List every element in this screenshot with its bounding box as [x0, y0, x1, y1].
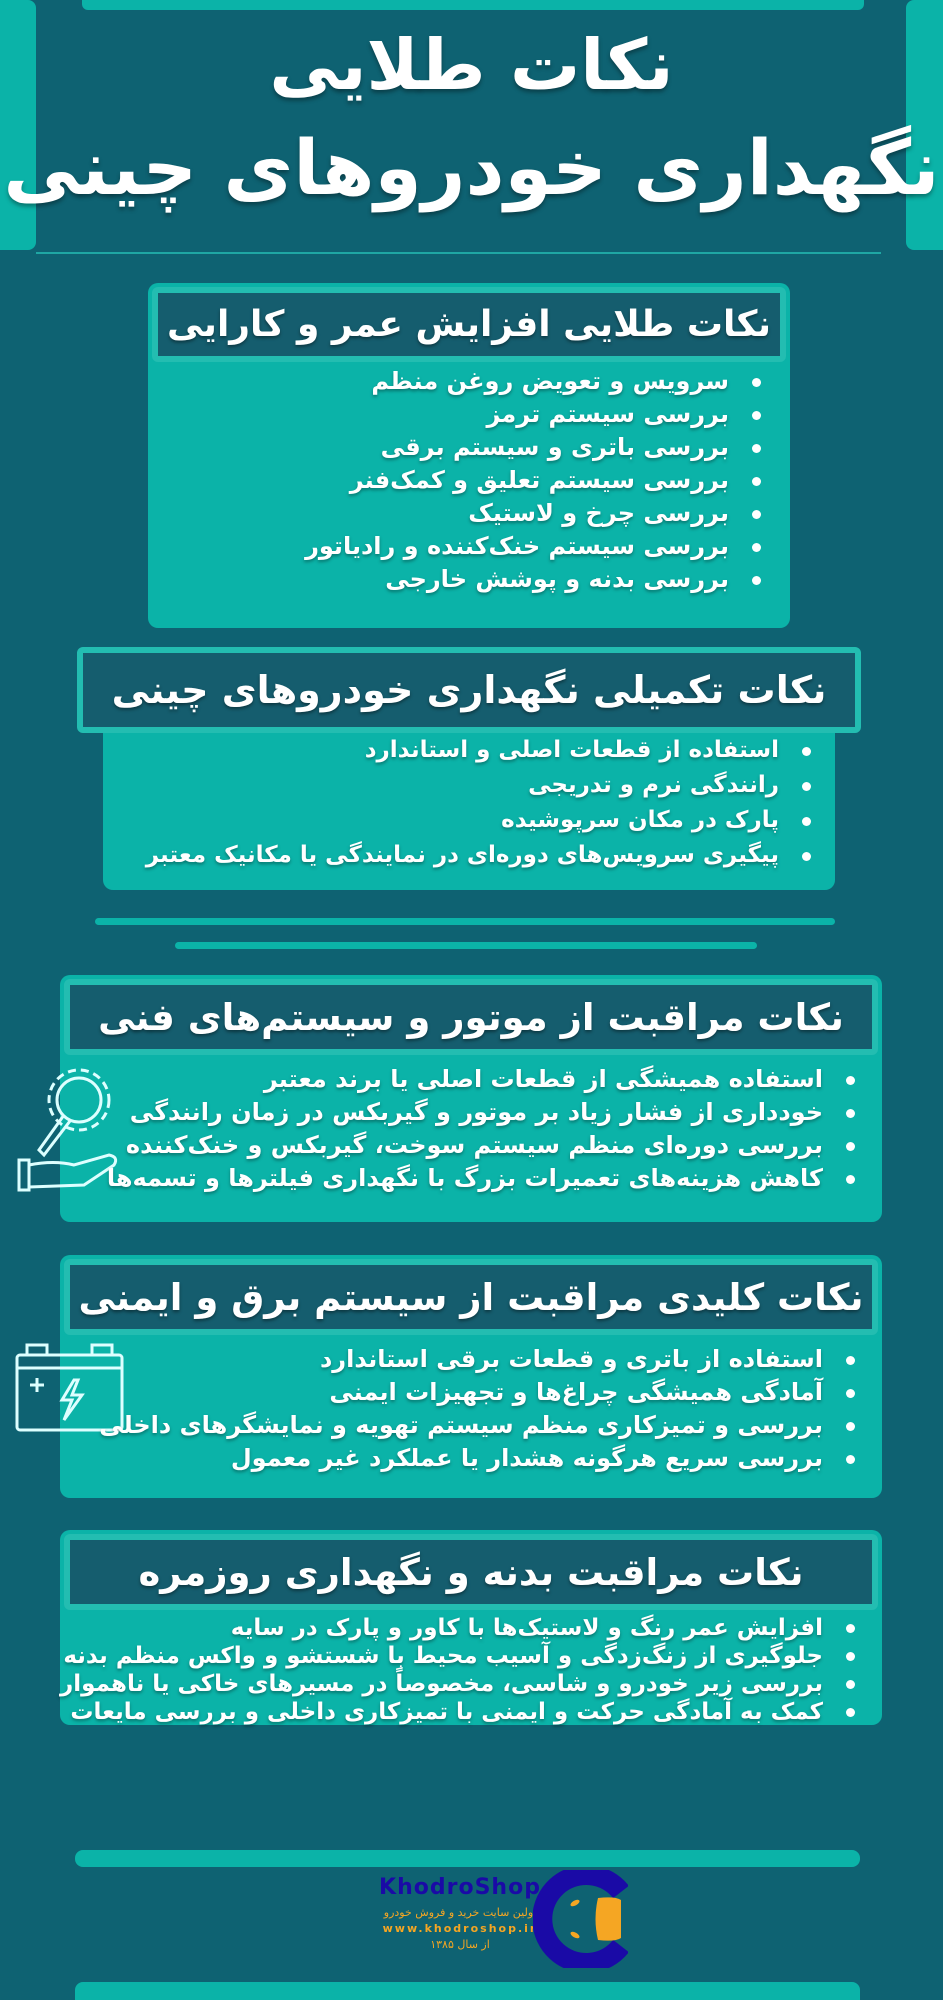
- section-heading-4: نکات کلیدی مراقبت از سیستم برق و ایمنی: [64, 1259, 878, 1335]
- list-item: بررسی و تمیزکاری منظم سیستم تهویه و نمایشگرهای داخلی: [99, 1409, 865, 1442]
- top-bar: [82, 0, 864, 10]
- list-item: سرویس و تعویض روغن منظم: [305, 365, 771, 398]
- list-item: پارک در مکان سرپوشیده: [146, 803, 821, 838]
- section-list-4: [99, 1343, 865, 1475]
- list-item: بررسی سریع هرگونه هشدار یا عملکرد غیر معمول: [99, 1442, 865, 1475]
- list-item: بررسی بدنه و پوشش خارجی: [305, 563, 771, 596]
- list-item: رانندگی نرم و تدریجی: [146, 768, 821, 803]
- section-heading-5: نکات مراقبت بدنه و نگهداری روزمره: [64, 1534, 878, 1610]
- separator-line-1: [95, 918, 835, 925]
- logo-since: از سال ۱۳۸۵: [430, 1938, 490, 1951]
- logo-tagline: اولین سایت خرید و فروش خودرو: [383, 1906, 537, 1919]
- list-item: افزایش عمر رنگ و لاستیک‌ها با کاور و پارک در سایه: [60, 1614, 865, 1642]
- list-item: پیگیری سرویس‌های دوره‌ای در نمایندگی یا مکانیک معتبر: [146, 838, 821, 873]
- list-item: بررسی سیستم ترمز: [305, 398, 771, 431]
- list-item: بررسی زیر خودرو و شاسی، مخصوصاً در مسیرهای خاکی یا ناهموار: [60, 1670, 865, 1698]
- section-list-2: [146, 733, 821, 873]
- section-heading-1: نکات طلایی افزایش عمر و کارایی: [152, 287, 786, 362]
- title-divider: [36, 252, 881, 254]
- list-item: استفاده از باتری و قطعات برقی استاندارد: [99, 1343, 865, 1376]
- footer-bar-top: [75, 1850, 860, 1867]
- section-heading-3: نکات مراقبت از موتور و سیستم‌های فنی: [64, 979, 878, 1055]
- footer-bar-bottom: [75, 1982, 860, 2000]
- list-item: بررسی باتری و سیستم برقی: [305, 431, 771, 464]
- section-list-1: [305, 365, 771, 596]
- list-item: جلوگیری از زنگ‌زدگی و آسیب محیط با شستشو و واکس منظم بدنه: [60, 1642, 865, 1670]
- section-list-3: [107, 1063, 865, 1195]
- list-item: بررسی دوره‌ای منظم سیستم سوخت، گیربکس و خنک‌کننده: [107, 1129, 865, 1162]
- list-item: بررسی سیستم تعلیق و کمک‌فنر: [305, 464, 771, 497]
- list-item: خودداری از فشار زیاد بر موتور و گیربکس در زمان رانندگی: [107, 1096, 865, 1129]
- list-item: استفاده از قطعات اصلی و استاندارد: [146, 733, 821, 768]
- separator-line-2: [175, 942, 757, 949]
- section-list-5: [60, 1614, 865, 1726]
- list-item: کمک به آمادگی حرکت و ایمنی با تمیزکاری داخلی و بررسی مایعات: [60, 1698, 865, 1726]
- logo-url: www.khodroshop.ir: [382, 1922, 538, 1935]
- section-heading-2: نکات تکمیلی نگهداری خودروهای چینی: [77, 647, 861, 733]
- list-item: بررسی سیستم خنک‌کننده و رادیاتور: [305, 530, 771, 563]
- khodroshop-logo-icon: [533, 1870, 628, 1968]
- title-line-1: نکات طلایی: [269, 24, 674, 106]
- list-item: استفاده همیشگی از قطعات اصلی یا برند معتبر: [107, 1063, 865, 1096]
- list-item: بررسی چرخ و لاستیک: [305, 497, 771, 530]
- logo-block: [360, 1875, 560, 1951]
- list-item: آمادگی همیشگی چراغ‌ها و تجهیزات ایمنی: [99, 1376, 865, 1409]
- title-line-2: نگهداری خودروهای چینی: [3, 123, 940, 212]
- logo-brand: KhodroShop: [379, 1875, 541, 1900]
- list-item: کاهش هزینه‌های تعمیرات بزرگ با نگهداری فیلترها و تسمه‌ها: [107, 1162, 865, 1195]
